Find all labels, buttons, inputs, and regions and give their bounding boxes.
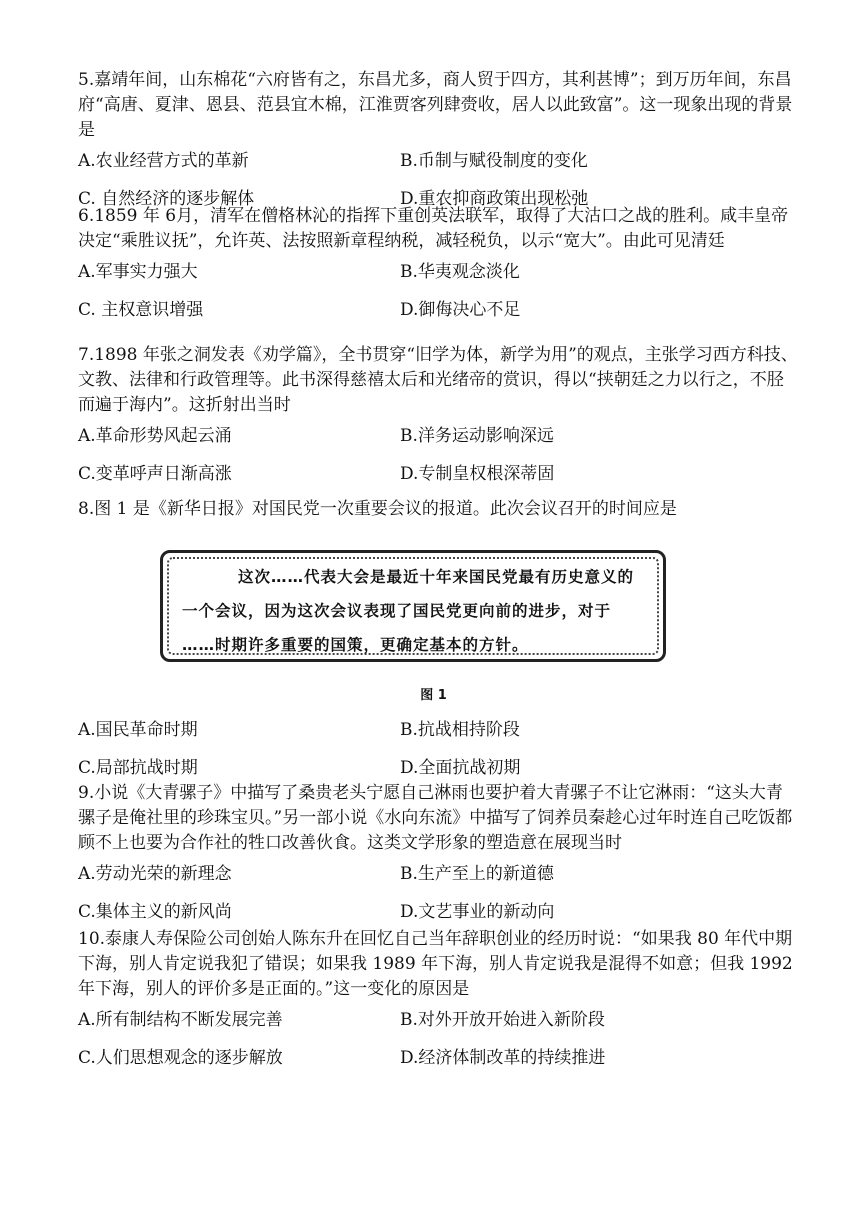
option-b[interactable]: B.华夷观念淡化 [400, 262, 520, 282]
question-9 [78, 781, 798, 938]
question-8-stem: 8.图 1 是《新华日报》对国民党一次重要会议的报道。此次会议召开的时间应是 [78, 499, 677, 519]
option-a[interactable]: A.所有制结构不断发展完善 [78, 1010, 283, 1030]
question-10-stem: 10.泰康人寿保险公司创始人陈东升在回忆自己当年辞职创业的经历时说：“如果我 80 年代中期下海，别人肯定说我犯了错误；如果我 1989 年下海，别人肯定说我是混得不如意；但我 1992 年下海，别人的评价多是正面的。”这一变化的原因是 [78, 929, 793, 999]
question-5 [78, 68, 798, 225]
option-b[interactable]: B.币制与赋役制度的变化 [400, 151, 588, 171]
option-row [78, 149, 798, 187]
option-d[interactable]: D.御侮决心不足 [400, 300, 521, 320]
question-7 [78, 343, 798, 500]
option-a[interactable]: A.农业经营方式的革新 [78, 151, 249, 171]
question-6-stem: 6.1859 年 6月，清军在僧格林沁的指挥下重创英法联军，取得了大沽口之战的胜利。咸丰皇帝决定“乘胜议抚”，允许英、法按照新章程纳税，减轻税负，以示“宽大”。由此可见清廷 [78, 206, 789, 251]
question-10 [78, 927, 798, 1084]
question-7-options [78, 424, 798, 500]
figure-quote-line-3: ……时期许多重要的国策，更确定基本的方针。 [182, 636, 529, 654]
option-c[interactable]: C.局部抗战时期 [78, 758, 198, 778]
option-row [78, 1008, 798, 1046]
option-b[interactable]: B.抗战相持阶段 [400, 720, 520, 740]
question-6 [78, 204, 798, 336]
option-row [78, 424, 798, 462]
option-d[interactable]: D.经济体制改革的持续推进 [400, 1048, 606, 1068]
option-d[interactable]: D.文艺事业的新动向 [400, 902, 555, 922]
option-row [78, 862, 798, 900]
option-b[interactable]: B.洋务运动影响深远 [400, 426, 554, 446]
question-8 [78, 497, 798, 522]
option-row [78, 260, 798, 298]
option-c[interactable]: C. 自然经济的逐步解体 [78, 189, 255, 209]
question-5-stem: 5.嘉靖年间，山东棉花“六府皆有之，东昌尤多，商人贸于四方，其利甚博”；到万历年间，东昌府“高唐、夏津、恩县、范县宜木棉，江淮贾客列肆赍收，居人以此致富”。这一现象出现的背景是 [78, 70, 793, 140]
option-a[interactable]: A.劳动光荣的新理念 [78, 864, 232, 884]
figure-quote-line-2: 一个会议，因为这次会议表现了国民党更向前的进步，对于 [182, 602, 612, 620]
figure-quote-line-1: 这次……代表大会是最近十年来国民党最有历史意义的 [238, 568, 635, 586]
question-9-stem: 9.小说《大青骡子》中描写了桑贵老头宁愿自己淋雨也要护着大青骡子不让它淋雨：“这头大青骡子是俺社里的珍珠宝贝。”另一部小说《水向东流》中描写了饲养员秦趁心过年时连自己吃饭都顾不上也要为合作社的牲口改善伙食。这类文学形象的塑造意在展现当时 [78, 783, 793, 853]
option-row [78, 462, 798, 500]
option-b[interactable]: B.对外开放开始进入新阶段 [400, 1010, 605, 1030]
figure-caption: 图 1 [420, 688, 447, 703]
question-7-stem: 7.1898 年张之洞发表《劝学篇》，全书贯穿“旧学为体，新学为用”的观点，主张学习西方科技、文教、法律和行政管理等。此书深得慈禧太后和光绪帝的赏识，得以“挟朝廷之力以行之，不胫而遍于海内”。这折射出当时 [78, 345, 798, 415]
option-row [78, 298, 798, 336]
option-a[interactable]: A.革命形势风起云涌 [78, 426, 232, 446]
option-row [78, 1046, 798, 1084]
option-c[interactable]: C.人们思想观念的逐步解放 [78, 1048, 283, 1068]
option-d[interactable]: D.专制皇权根深蒂固 [400, 464, 555, 484]
option-row [78, 718, 798, 756]
option-c[interactable]: C.变革呼声日渐高涨 [78, 464, 232, 484]
question-10-options [78, 1008, 798, 1084]
option-c[interactable]: C. 主权意识增强 [78, 300, 204, 320]
figure-quote [182, 560, 652, 662]
option-a[interactable]: A.军事实力强大 [78, 262, 198, 282]
figure-1 [160, 550, 666, 662]
option-d[interactable]: D.重农抑商政策出现松弛 [400, 189, 589, 209]
option-d[interactable]: D.全面抗战初期 [400, 758, 521, 778]
option-b[interactable]: B.生产至上的新道德 [400, 864, 554, 884]
question-6-options [78, 260, 798, 336]
option-c[interactable]: C.集体主义的新风尚 [78, 902, 232, 922]
option-a[interactable]: A.国民革命时期 [78, 720, 198, 740]
